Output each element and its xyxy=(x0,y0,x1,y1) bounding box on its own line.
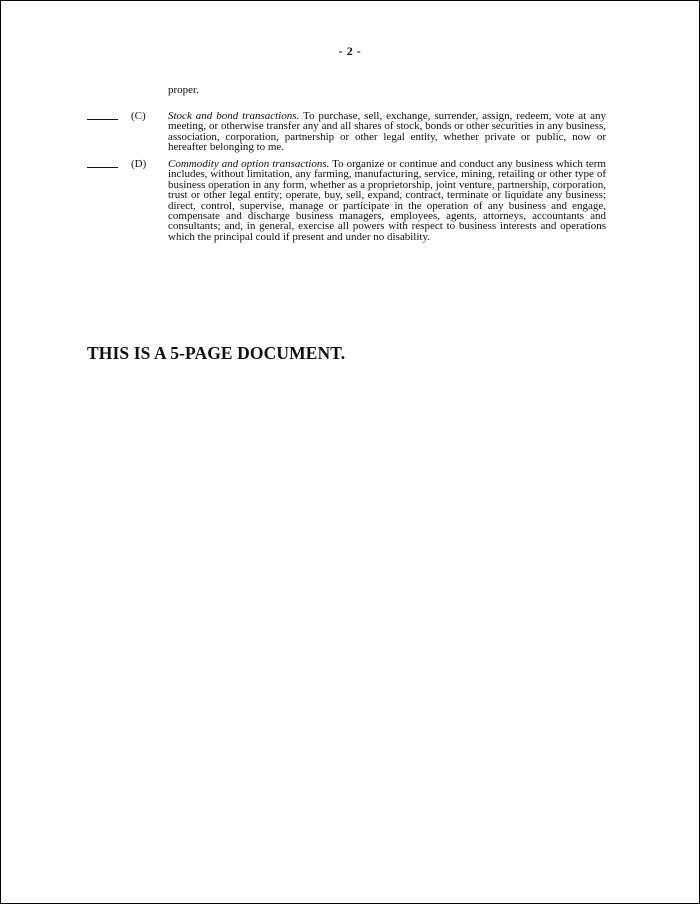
clause-label: (C) xyxy=(131,110,146,122)
clause-text: To organize or continue and conduct any business which term includes, without limitation, any farming, manufacturing, service, mining, retailing or other type of business operation in any form, whether as a proprietorship, joint venture, partnership, corporation, trust or other legal entity; operate, buy, sell, expand, contract, terminate or liquidate any business; direct, control, supervise, manage or participate in the operation of any business and engage, compensate and discharge business managers, employees, agents, attorneys, accountants and consultants; and, in general, exercise all powers with respect to business interests and operations which the principal could if present and under no disability. xyxy=(168,158,606,243)
initials-blank-line[interactable] xyxy=(87,167,118,168)
page-number: - 2 - xyxy=(338,44,362,58)
clause-body xyxy=(168,111,606,153)
clause-label: (D) xyxy=(131,158,147,170)
clause-title: Commodity and option transactions. xyxy=(168,158,330,170)
clause-text: To purchase, sell, exchange, surrender, assign, redeem, vote at any meeting, or otherwise transfer any and all shares of stock, bonds or other securities in any business, association, corporation, partnership or other legal entity, whether private or public, now or hereafter belonging to me. xyxy=(168,110,606,154)
initials-blank-line[interactable] xyxy=(87,119,118,120)
clause-title: Stock and bond transactions. xyxy=(168,110,300,122)
page-count-notice: THIS IS A 5-PAGE DOCUMENT. xyxy=(87,343,346,363)
clause-body xyxy=(168,159,606,242)
continuation-text: proper. xyxy=(168,84,199,96)
